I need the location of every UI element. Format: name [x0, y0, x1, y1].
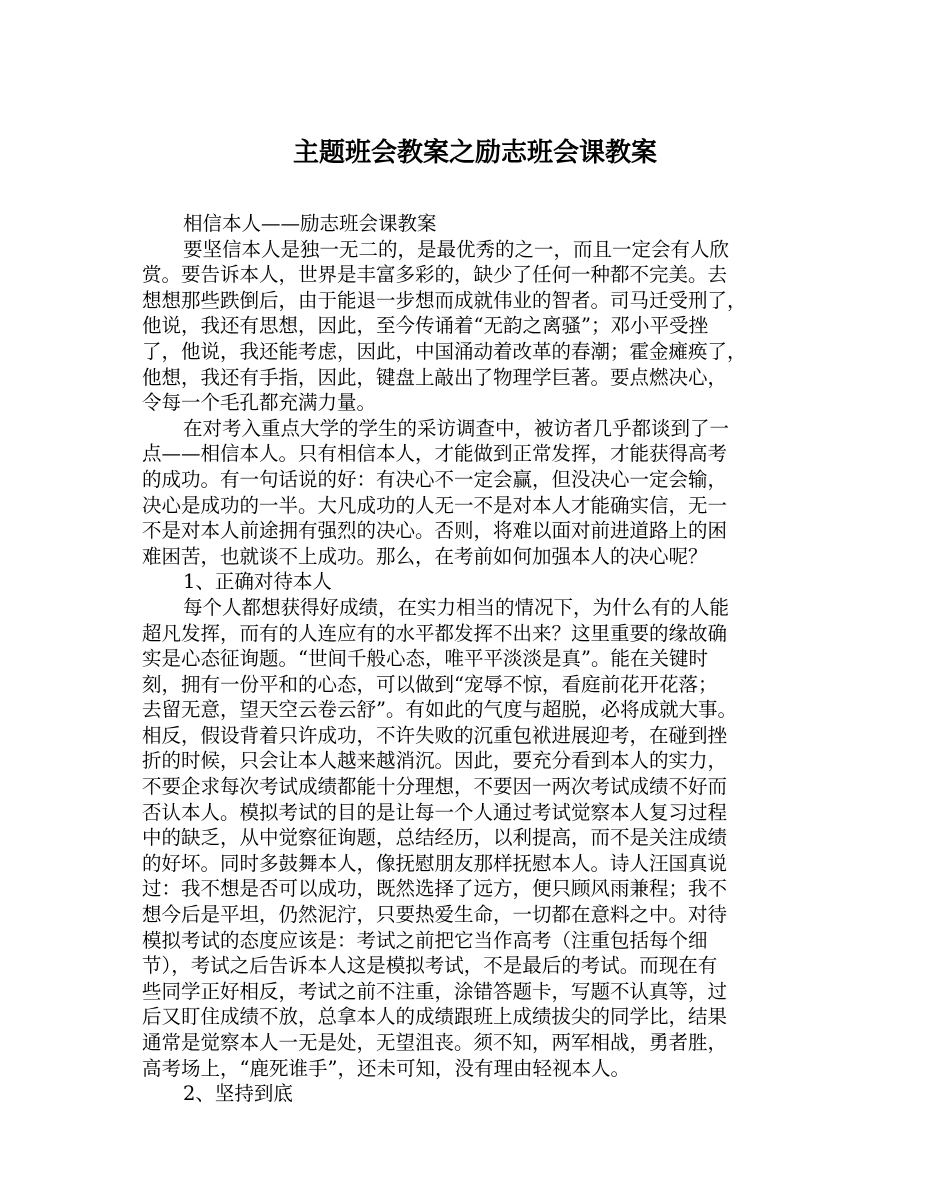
body-line: 去留无意，望天空云卷云舒”。有如此的气度与超脱，必将成就大事。	[142, 698, 737, 722]
body-line: 在对考入重点大学的学生的采访调查中，被访者几乎都谈到了一	[183, 416, 730, 440]
body-line: 些同学正好相反，考试之前不注重，涂错答题卡，写题不认真等，过	[142, 979, 728, 1003]
body-line: 相信本人——励志班会课教案	[183, 212, 437, 235]
body-line: 点——相信本人。只有相信本人，才能做到正常发挥，才能获得高考	[142, 442, 728, 466]
body-line: 令每一个毛孔都充满力量。	[142, 391, 377, 415]
body-line: 1、正确对待本人	[183, 570, 332, 594]
body-line: 想想那些跌倒后，由于能退一步想而成就伟业的智者。司马迁受刑了，	[142, 288, 747, 312]
body-line: 的好坏。同时多鼓舞本人，像抚慰朋友那样抚慰本人。诗人汪国真说	[142, 851, 728, 875]
body-line: 赏。要告诉本人，世界是丰富多彩的，缺少了任何一种都不完美。去	[142, 263, 728, 287]
body-line: 折的时候，只会让本人越来越消沉。因此，要充分看到本人的实力，	[142, 749, 728, 773]
body-line: 模拟考试的态度应该是：考试之前把它当作高考（注重包括每个细	[142, 928, 708, 952]
body-line: 他想，我还有手指，因此，键盘上敲出了物理学巨著。要点燃决心，	[142, 365, 728, 389]
body-line: 否认本人。模拟考试的目的是让每一个人通过考试觉察本人复习过程	[142, 800, 728, 824]
body-line: 他说，我还有思想，因此，至今传诵着“无韵之离骚”；邓小平受挫	[142, 314, 708, 338]
document-title: 主题班会教案之励志班会课教案	[292, 138, 657, 168]
body-line: 每个人都想获得好成绩，在实力相当的情况下，为什么有的人能	[183, 595, 730, 619]
body-line: 的成功。有一句话说的好：有决心不一定会赢，但没决心一定会输，	[142, 467, 728, 491]
body-line: 想今后是平坦，仍然泥泞，只要热爱生命，一切都在意料之中。对待	[142, 903, 728, 927]
body-line: 要坚信本人是独一无二的，是最优秀的之一，而且一定会有人欣	[183, 237, 730, 261]
body-line: 过：我不想是否可以成功，既然选择了远方，便只顾风雨兼程；我不	[142, 877, 728, 901]
body-line: 节），考试之后告诉本人这是模拟考试，不是最后的考试。而现在有	[142, 954, 718, 978]
body-line: 相反，假设背着只许成功，不许失败的沉重包袱进展迎考，在碰到挫	[142, 723, 728, 747]
body-line: 不是对本人前途拥有强烈的决心。否则，将难以面对前进道路上的困	[142, 519, 728, 543]
body-line: 后又盯住成绩不放，总拿本人的成绩跟班上成绩拔尖的同学比，结果	[142, 1005, 728, 1029]
body-line: 超凡发挥，而有的人连应有的水平都发挥不出来？这里重要的缘故确	[142, 621, 728, 645]
body-line: 实是心态征询题。“世间千般心态，唯平平淡淡是真”。能在关键时	[142, 647, 708, 671]
body-line: 不要企求每次考试成绩都能十分理想，不要因一两次考试成绩不好而	[142, 775, 728, 799]
body-line: 了，他说，我还能考虑，因此，中国涌动着改革的春潮；霍金瘫痪了，	[142, 339, 747, 363]
body-line: 通常是觉察本人一无是处，无望沮丧。须不知，两军相战，勇者胜，	[142, 1031, 728, 1054]
body-line: 决心是成功的一半。大凡成功的人无一不是对本人才能确实信，无一	[142, 493, 728, 517]
body-line: 中的缺乏，从中觉察征询题，总结经历，以利提高，而不是关注成绩	[142, 826, 728, 850]
body-line: 高考场上，“鹿死谁手”，还未可知，没有理由轻视本人。	[142, 1056, 630, 1080]
document-body	[142, 211, 824, 1107]
body-line: 2、坚持到底	[183, 1082, 293, 1106]
body-line: 难困苦，也就谈不上成功。那么，在考前如何加强本人的决心呢？	[142, 544, 708, 568]
body-line: 刻，拥有一份平和的心态，可以做到“宠辱不惊，看庭前花开花落；	[142, 672, 718, 696]
